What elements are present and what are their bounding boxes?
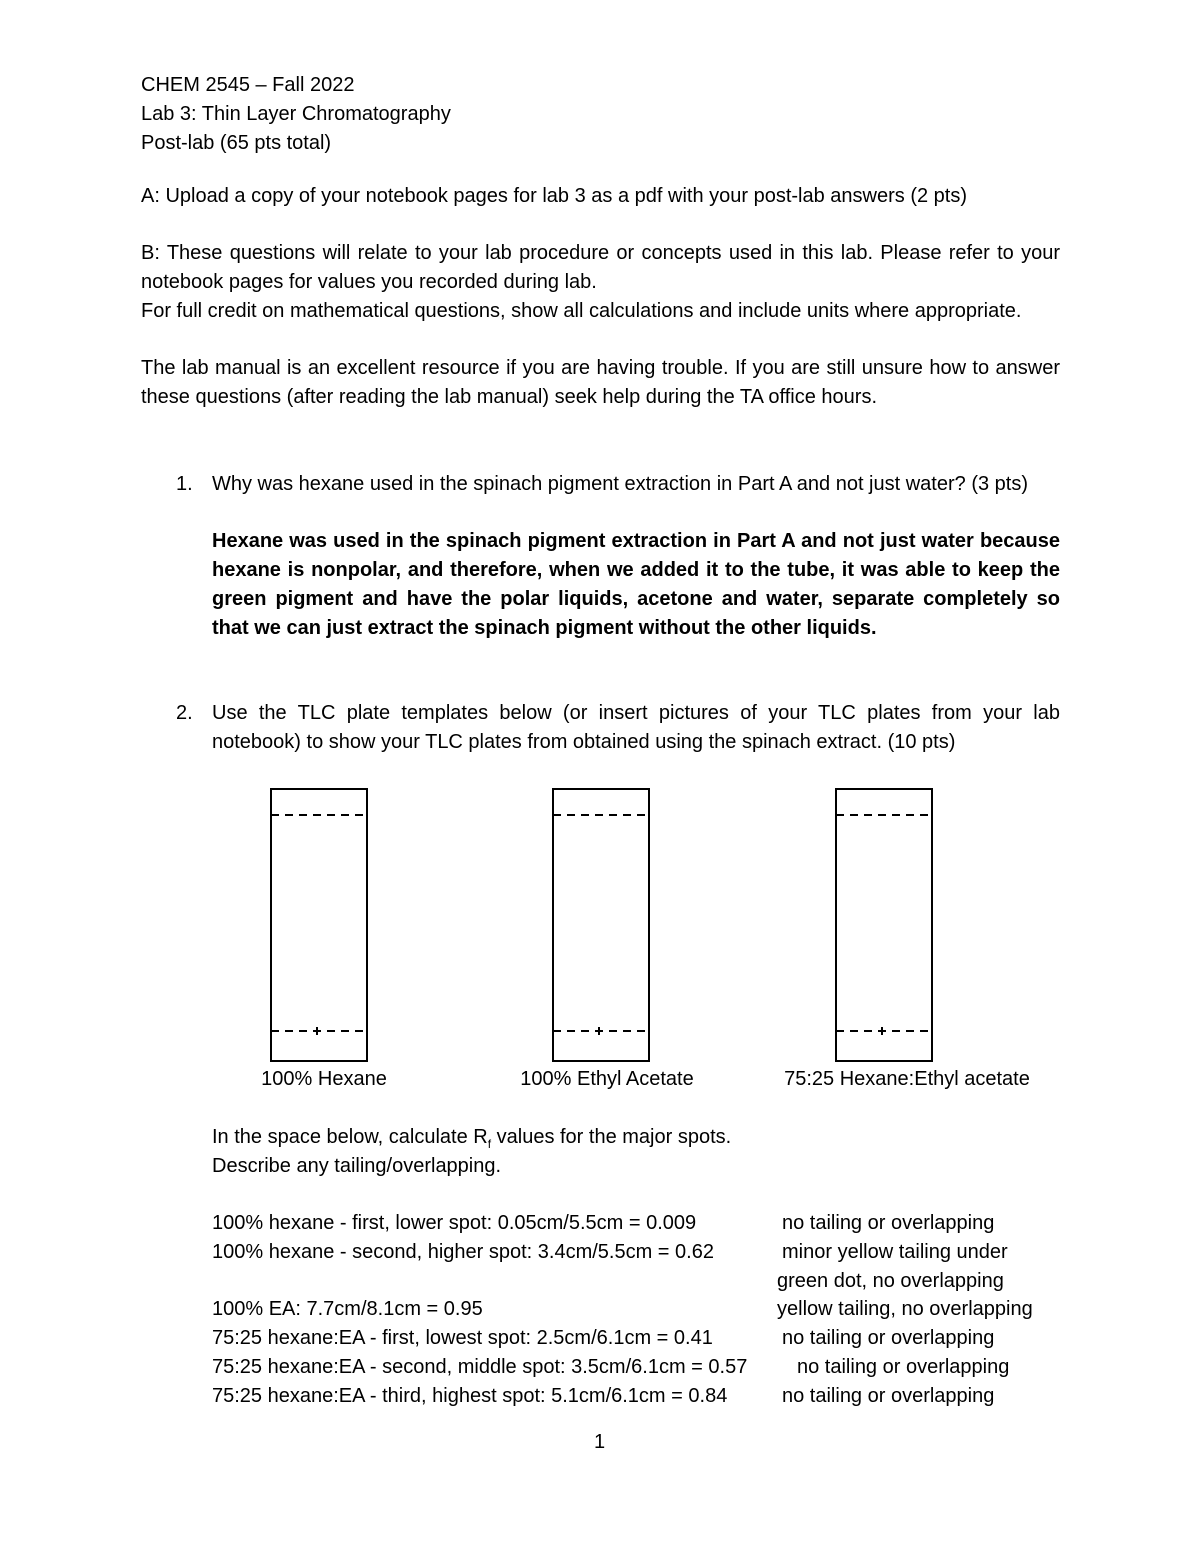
result-note: no tailing or overlapping: [782, 1212, 995, 1234]
result-calc: 100% hexane - first, lower spot: 0.05cm/5.5cm = 0.009: [212, 1212, 697, 1234]
rf-instruction-prefix: In the space below, calculate R: [212, 1126, 488, 1148]
plate-outline: [271, 789, 367, 1061]
result-calc: 100% EA: 7.7cm/8.1cm = 0.95: [212, 1298, 483, 1320]
plate-outline: [553, 789, 649, 1061]
rf-subscript: f: [487, 1137, 492, 1151]
question-1-text: Why was hexane used in the spinach pigment extraction in Part A and not just water? (3 pts): [212, 473, 1029, 495]
section-a-text: A: Upload a copy of your notebook pages for lab 3 as a pdf with your post-lab answers (2 pts): [141, 185, 968, 207]
result-note: no tailing or overlapping: [782, 1385, 995, 1407]
tlc-plate-ethyl-acetate: [552, 788, 650, 1062]
result-calc: 100% hexane - second, higher spot: 3.4cm/5.5cm = 0.62: [212, 1241, 714, 1263]
result-note: yellow tailing, no overlapping: [777, 1298, 1033, 1320]
result-calc: 75:25 hexane:EA - second, middle spot: 3.5cm/6.1cm = 0.57: [212, 1356, 748, 1378]
result-note: minor yellow tailing under: [782, 1241, 1008, 1263]
result-note: green dot, no overlapping: [777, 1270, 1004, 1292]
postlab-title: Post-lab (65 pts total): [141, 132, 332, 154]
question-1-answer: Hexane was used in the spinach pigment extraction in Part A and not just water because hexane is nonpolar, and therefore, when we added it to the tube, it was able to keep the green pigment and have the polar liquids, acetone and water, separate completely so that we can just extract the spinach pigment without the other liquids.: [212, 530, 1060, 639]
result-calc: 75:25 hexane:EA - first, lowest spot: 2.5cm/6.1cm = 0.41: [212, 1327, 713, 1349]
rf-instruction-suffix: values for the major spots.: [491, 1126, 732, 1148]
section-b-intro: B: These questions will relate to your lab procedure or concepts used in this lab. Please refer to your notebook pages for values you recorded during lab.: [141, 242, 1060, 293]
question-2-number: 2.: [176, 702, 193, 724]
plate-label-hexane: 100% Hexane: [261, 1068, 387, 1090]
result-note: no tailing or overlapping: [782, 1327, 995, 1349]
course-title: CHEM 2545 – Fall 2022: [141, 74, 355, 96]
lab-title: Lab 3: Thin Layer Chromatography: [141, 103, 451, 125]
plate-label-mixture: 75:25 Hexane:Ethyl acetate: [784, 1068, 1030, 1090]
plate-label-ethyl-acetate: 100% Ethyl Acetate: [520, 1068, 694, 1090]
tailing-instruction: Describe any tailing/overlapping.: [212, 1155, 502, 1177]
question-2-text: Use the TLC plate templates below (or insert pictures of your TLC plates from your lab notebook) to show your TLC plates from obtained using the spinach extract. (10 pts): [212, 702, 1060, 753]
question-1-number: 1.: [176, 473, 193, 495]
result-note: no tailing or overlapping: [797, 1356, 1010, 1378]
result-calc: 75:25 hexane:EA - third, highest spot: 5.1cm/6.1cm = 0.84: [212, 1385, 728, 1407]
page-number: 1: [594, 1431, 606, 1453]
tlc-plate-hexane-ethyl-acetate: [835, 788, 933, 1062]
section-b-calculations-note: For full credit on mathematical questions, show all calculations and include units where appropriate.: [141, 300, 1022, 322]
tlc-plate-hexane: [270, 788, 368, 1062]
section-b-help-note: The lab manual is an excellent resource if you are having trouble. If you are still unsure how to answer these questions (after reading the lab manual) seek help during the TA office hours.: [141, 357, 1060, 408]
plate-outline: [836, 789, 932, 1061]
